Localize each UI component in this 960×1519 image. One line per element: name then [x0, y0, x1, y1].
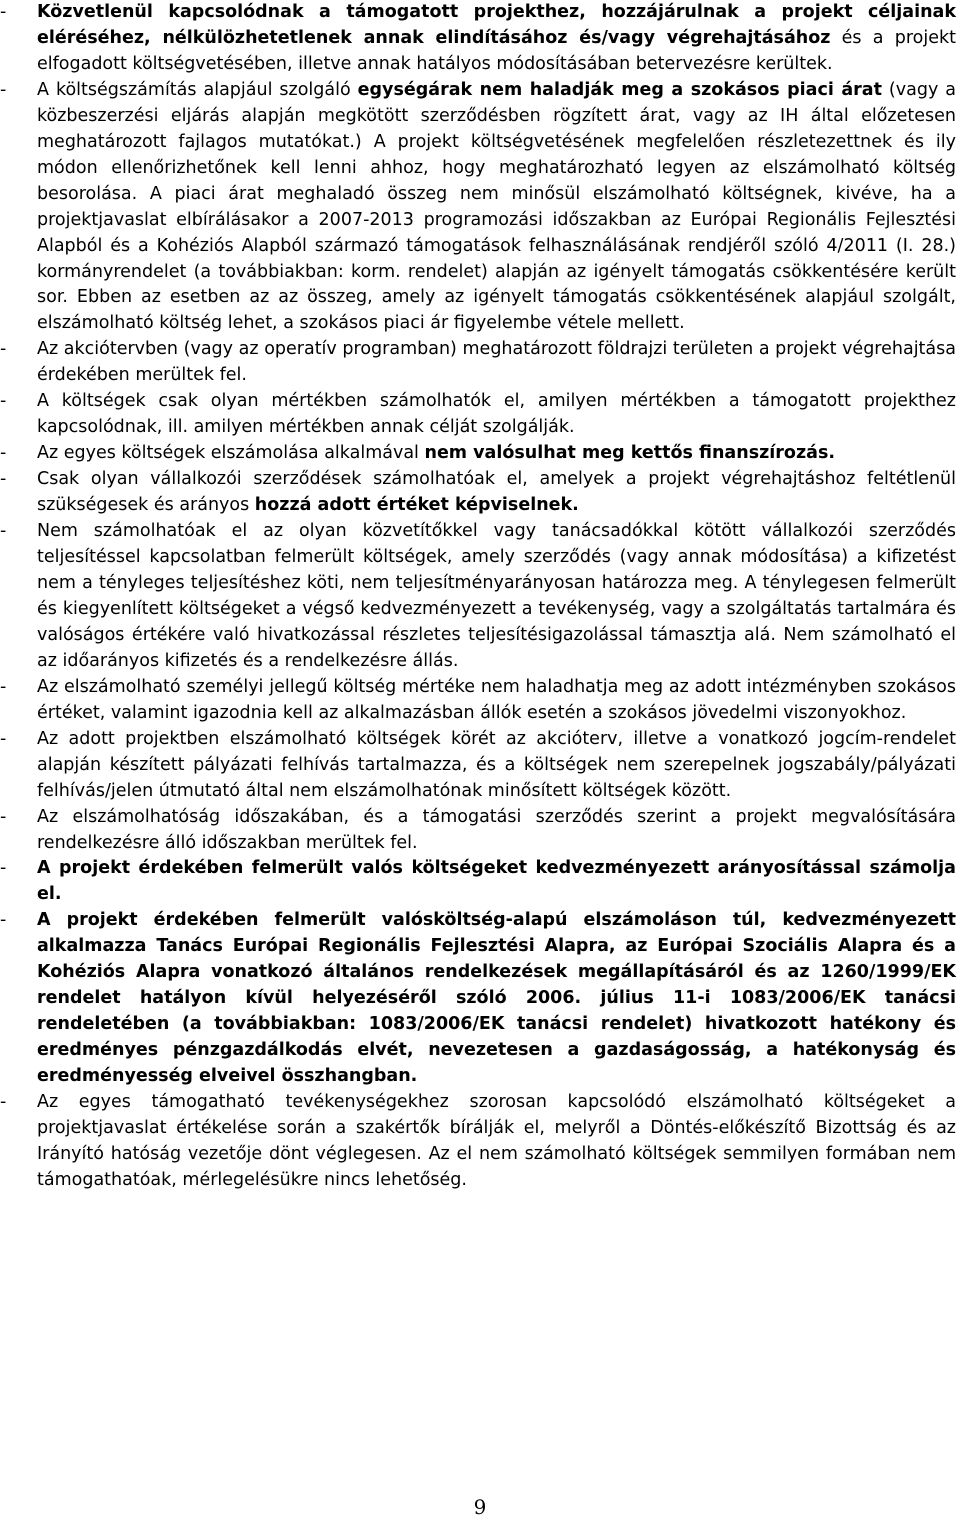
list-bullet: - — [0, 1092, 7, 1113]
list-item — [0, 467, 956, 519]
bold-text: nem valósulhat meg kettős finanszírozás. — [424, 443, 836, 464]
list-item — [0, 1090, 956, 1194]
body-text: Nem számolhatóak el az olyan közvetítőkkel vagy tanácsadókkal kötött vállalkozói szerződés teljesítéssel kapcsolatban felmerült költségek, amely szerződés (vagy annak módosítása) a kifizetést nem a tényleges teljesítéshez köti, nem teljesítményarányosan határozza meg. A ténylegesen felmerült és kiegyenlített költségeket a végső kedvezményezett a tevékenység, vagy a szolgáltatás tartalmára és valóságos értékére való hivatkozással részletes teljesítésigazolással támasztja alá. Nem számolható el az időarányos kifizetés és a rendelkezésre állás. — [37, 521, 956, 671]
body-text: és a projekt elfogadott költségvetésében, illetve annak hatályos módosításában betervezésre kerültek. — [37, 27, 956, 74]
list-item — [0, 389, 956, 441]
body-text: Az elszámolható személyi jellegű költség mértéke nem haladhatja meg az adott intézményben szokásos értéket, valamint igazodnia kell az alkalmazásban állók esetén a szokásos jövedelmi viszonyokhoz. — [37, 676, 956, 723]
list-item — [0, 727, 956, 805]
list-item — [0, 0, 956, 78]
bold-text: A projekt érdekében felmerült valós költségeket kedvezményezett arányosítással számolja el. — [37, 858, 956, 905]
list-item — [0, 675, 956, 727]
bold-text: Közvetlenül kapcsolódnak a támogatott projekthez, hozzájárulnak a projekt céljainak eléréséhez, nélkülözhetetlenek annak elindításához és/vagy végrehajtásához — [37, 2, 956, 48]
list-item — [0, 805, 956, 857]
body-text: Az akciótervben (vagy az operatív programban) meghatározott földrajzi területen a projekt végrehajtása érdekében merültek fel. — [37, 339, 956, 386]
bold-text: A projekt érdekében felmerült valósköltség-alapú elszámoláson túl, kedvezményezett alkalmazza Tanács Európai Regionális Fejlesztési Alapra, az Európai Szociális Alapra és a Kohéziós Alapra vonatkozó általános rendelkezések megállapításáról és az 1260/1999/EK rendelet hatályon kívül helyezéséről szóló 2006. július 11-i 1083/2006/EK tanácsi rendeletében (a továbbiakban: 1083/2006/EK tanácsi rendelet) hivatkozott hatékony és eredményes pénzgazdálkodás elvét, nevezetesen a gazdaságosság, a hatékonyság és eredményesség elveivel összhangban. — [37, 910, 956, 1087]
body-text: Csak olyan vállalkozói szerződések számolhatóak el, amelyek a projekt végrehajtáshoz feltétlenül szükségesek és arányos — [37, 469, 956, 516]
list-bullet: - — [0, 2, 7, 22]
list-item — [0, 908, 956, 1090]
list-item — [0, 78, 956, 338]
list-item — [0, 441, 956, 467]
body-text: Az egyes támogatható tevékenységekhez szorosan kapcsolódó elszámolható költségeket a projektjavaslat értékelése során a szakértők bírálják el, melyről a Döntés-előkészítő Bizottság és az Irányító hatóság vezetője dönt véglegesen. Az el nem számolható költségek semmilyen formában nem támogathatóak, mérlegelésükre nincs lehetőség. — [37, 1092, 956, 1190]
body-text: Az elszámolhatóság időszakában, és a támogatási szerződés szerint a projekt megvalósítására rendelkezésre álló időszakban merültek fel. — [37, 806, 956, 853]
list-bullet: - — [0, 910, 7, 931]
list-item — [0, 519, 956, 675]
list-bullet: - — [0, 728, 7, 749]
list-bullet: - — [0, 339, 7, 360]
list-bullet: - — [0, 443, 7, 464]
list-bullet: - — [0, 858, 7, 879]
body-text: A költségek csak olyan mértékben számolhatók el, amilyen mértékben a támogatott projekthez kapcsolódnak, ill. amilyen mértékben annak célját szolgálják. — [37, 391, 956, 438]
list-item — [0, 856, 956, 908]
body-text: Az egyes költségek elszámolása alkalmával — [37, 443, 425, 464]
list-bullet: - — [0, 676, 7, 697]
list-bullet: - — [0, 521, 7, 542]
body-text: (vagy a közbeszerzési eljárás alapján megkötött szerződésben rögzített árat, vagy az IH által előzetesen meghatározott fajlagos mutatókat.) A projekt költségvetésének megfelelően részletezettnek és ily módon ellenőrizhetőnek kell lenni ahhoz, hogy meghatározható legyen az elszámolható költség besorolása. A piaci árat meghaladó összeg nem minősül elszámolható költségnek, kivéve, ha a projektjavaslat elbírálásakor a 2007-2013 programozási időszakban az Európai Regionális Fejlesztési Alapból és a Kohéziós Alapból származó támogatások felhasználásának rendjéről szóló 4/2011 (I. 28.) kormányrendelet (a továbbiakban: korm. rendelet) alapján az igényelt támogatás csökkentésére került sor. Ebben az esetben az az összeg, amely az igényelt támogatás csökkentésének alapjául szolgált, elszámolható költség lehet, a szokásos piaci ár figyelembe vétele mellett. — [37, 79, 956, 334]
body-text: Az adott projektben elszámolható költségek körét az akcióterv, illetve a vonatkozó jogcím-rendelet alapján készített pályázati felhívás tartalmazza, és a költségek nem szerepelnek jogszabály/pályázati felhívás/jelen útmutató által nem elszámolhatónak minősített költségek között. — [37, 728, 956, 801]
list-bullet: - — [0, 469, 7, 490]
list-bullet: - — [0, 806, 7, 827]
bold-text: hozzá adott értéket képviselnek. — [254, 495, 579, 516]
body-text: A költségszámítás alapjául szolgáló — [37, 79, 358, 100]
bold-text: egységárak nem haladják meg a szokásos piaci árat — [357, 79, 882, 100]
list-item — [0, 337, 956, 389]
list-bullet: - — [0, 79, 7, 100]
list-bullet: - — [0, 391, 7, 412]
page-number: 9 — [473, 1495, 487, 1519]
